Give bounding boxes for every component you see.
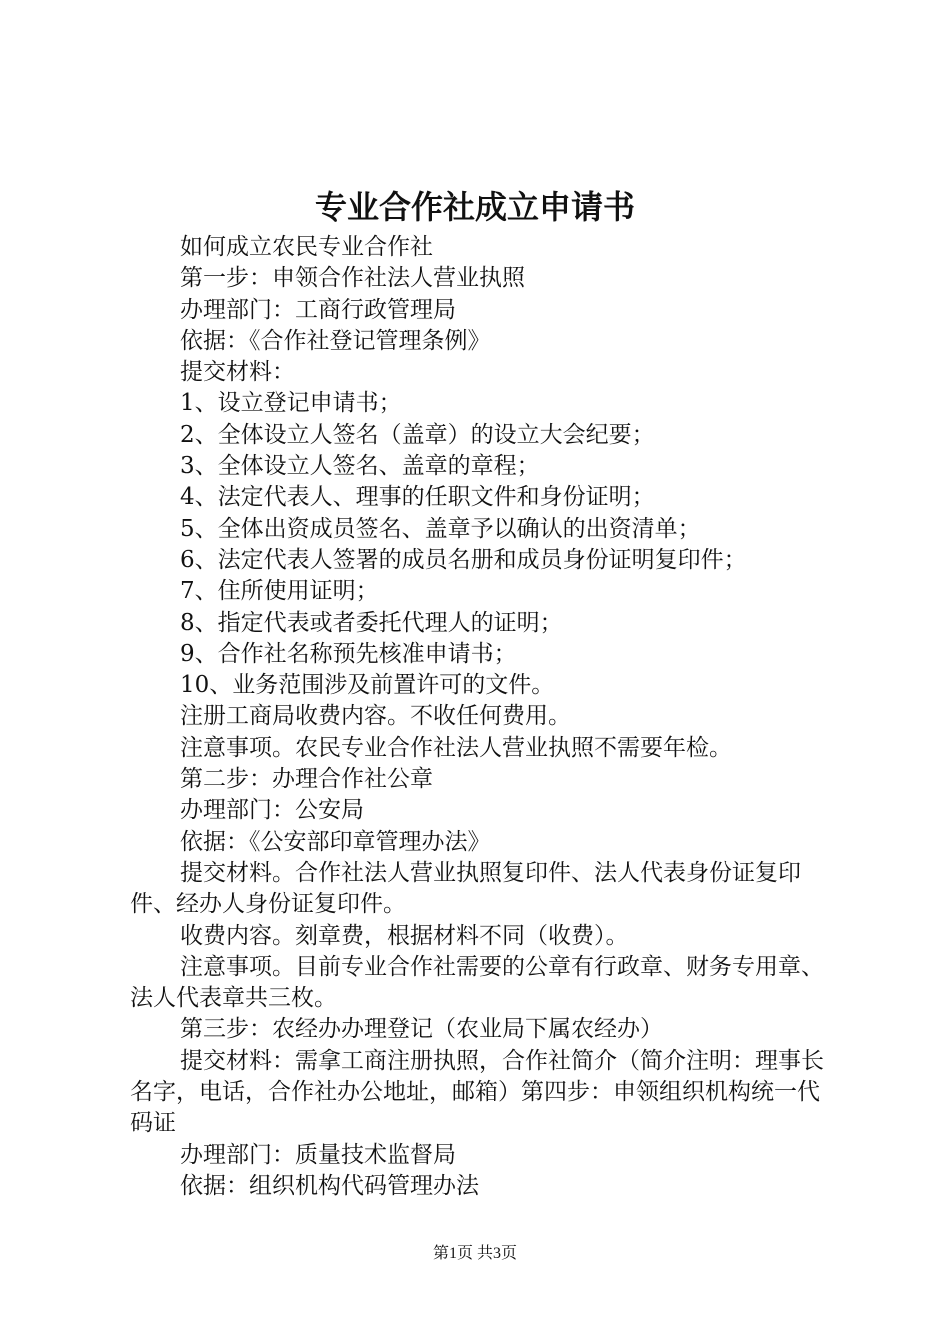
paragraph: 注意事项。农民专业合作社法人营业执照不需要年检。: [180, 734, 732, 761]
paragraph: 提交材料。合作社法人营业执照复印件、法人代表身份证复印件、经办人身份证复印件。: [130, 859, 801, 918]
list-item: 8、指定代表或者委托代理人的证明；: [180, 609, 563, 636]
paragraph: 第三步：农经办办理登记（农业局下属农经办）: [180, 1016, 663, 1043]
list-item: 5、全体出资成员签名、盖章予以确认的出资清单；: [180, 515, 701, 542]
list-item: 9、合作社名称预先核准申请书；: [180, 640, 517, 667]
list-item: 2、全体设立人签名（盖章）的设立大会纪要；: [180, 421, 655, 448]
paragraph: 依据：组织机构代码管理办法: [180, 1172, 479, 1199]
list-item: 4、法定代表人、理事的任职文件和身份证明；: [180, 484, 655, 511]
paragraph: 办理部门：质量技术监督局: [180, 1141, 456, 1168]
paragraph: 办理部门：工商行政管理局: [180, 296, 456, 323]
paragraph: 收费内容。刻章费，根据材料不同（收费）。: [180, 922, 629, 949]
paragraph: 依据：《合作社登记管理条例》: [180, 327, 491, 354]
document-body: [130, 232, 830, 1202]
paragraph: 注意事项。目前专业合作社需要的公章有行政章、财务专用章、法人代表章共三枚。: [130, 953, 824, 1012]
paragraph: 注册工商局收费内容。不收任何费用。: [180, 703, 571, 730]
list-item: 10、业务范围涉及前置许可的文件。: [180, 672, 555, 699]
paragraph: 第二步：办理合作社公章: [180, 766, 433, 793]
list-item: 6、法定代表人签署的成员名册和成员身份证明复印件；: [180, 546, 747, 573]
paragraph: 提交材料：: [180, 359, 295, 386]
list-item: 3、全体设立人签名、盖章的章程；: [180, 453, 540, 480]
document-title: 专业合作社成立申请书: [314, 188, 635, 226]
page-indicator: 第1页 共3页: [432, 1245, 517, 1262]
paragraph: 依据：《公安部印章管理办法》: [180, 828, 491, 855]
paragraph: 提交材料：需拿工商注册执照，合作社简介（简介注明：理事长名字，电话，合作社办公地址，邮箱）第四步：申领组织机构统一代码证: [130, 1047, 824, 1137]
paragraph: 如何成立农民专业合作社: [180, 234, 433, 260]
list-item: 7、住所使用证明；: [180, 578, 379, 605]
paragraph: 第一步：申领合作社法人营业执照: [180, 265, 525, 292]
paragraph: 办理部门：公安局: [180, 797, 364, 824]
list-item: 1、设立登记申请书；: [180, 390, 402, 417]
